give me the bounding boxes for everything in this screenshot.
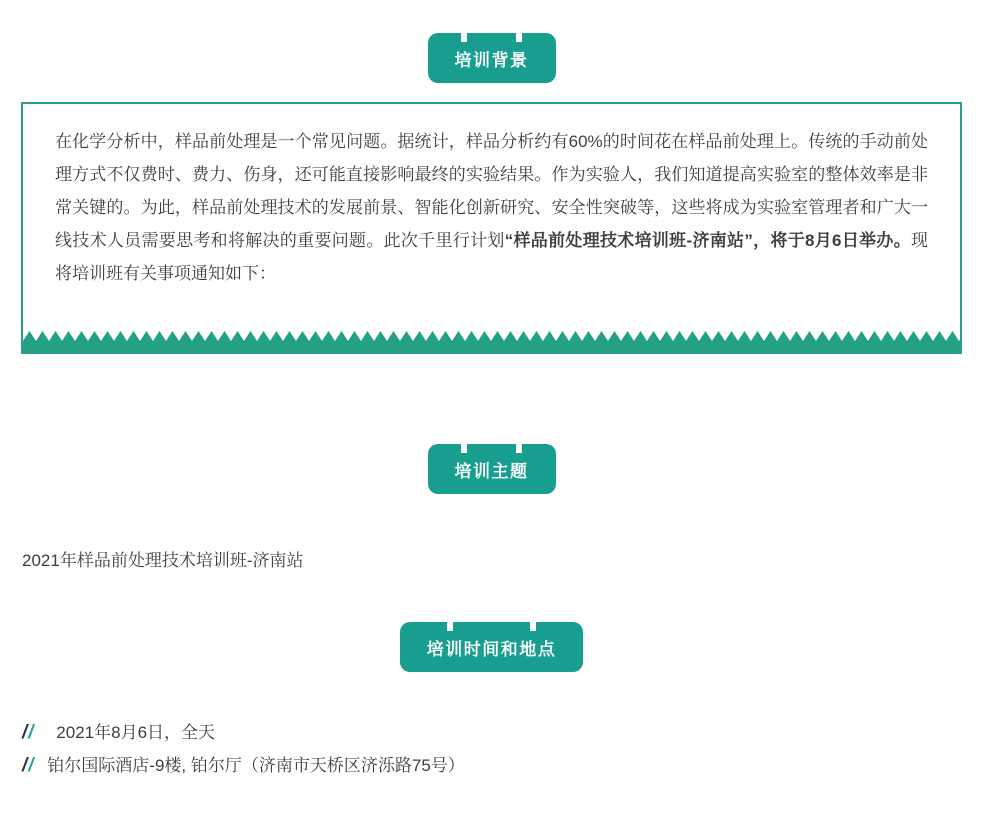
paragraph-text-regular-1: 在化学分析中，样品前处理是一个常见问题。据统计，样品分析约有60%的时间花在样品前处理上。传统的手动前处理方式不仅费时、费力、伤身，还可能直接影响最终的实验结果。作为实验人，我们知道提高实验室的整体效率是非常关键的。为此，样品前处理技术的发展前景、智能化创新研究、安全性突破等，这些将成为实验室管理者和广大一线技术人员需要思考和将解决的重要问题。此次千里行计划 bbox=[55, 132, 928, 250]
slash-teal: / bbox=[28, 755, 35, 776]
badge-notch-left bbox=[461, 444, 467, 453]
badge-notch-right bbox=[516, 444, 522, 453]
slash-dark: / bbox=[22, 755, 29, 776]
training-theme-title: 2021年样品前处理技术培训班-济南站 bbox=[22, 551, 304, 570]
schedule-date-text: 2021年8月6日，全天 bbox=[56, 723, 216, 742]
badge-label: 培训时间和地点 bbox=[426, 640, 557, 659]
schedule-location-line bbox=[22, 749, 983, 782]
badge-training-time-location bbox=[400, 622, 584, 672]
schedule-location-text: 铂尔国际酒店-9楼, 铂尔厅（济南市天桥区济泺路75号） bbox=[47, 756, 465, 775]
section-header-training-background bbox=[0, 33, 983, 83]
training-background-box bbox=[21, 102, 962, 354]
badge-notch-left bbox=[461, 33, 467, 42]
badge-notch-left bbox=[447, 622, 453, 631]
schedule-date-line bbox=[22, 716, 983, 749]
badge-label: 培训背景 bbox=[454, 51, 529, 70]
section-header-training-time-location bbox=[0, 622, 983, 672]
paragraph-text-regular-2: 现将培训班有关事项通知如下： bbox=[55, 231, 928, 283]
badge-training-background bbox=[428, 33, 556, 83]
zigzag-divider bbox=[23, 331, 960, 352]
slash-teal: / bbox=[28, 722, 35, 743]
double-slash-marker bbox=[22, 755, 35, 776]
badge-label: 培训主题 bbox=[454, 462, 529, 481]
double-slash-marker bbox=[22, 722, 35, 743]
badge-training-theme bbox=[428, 444, 556, 494]
badge-notch-right bbox=[530, 622, 536, 631]
section-header-training-theme bbox=[0, 444, 983, 494]
schedule-info-list bbox=[22, 716, 983, 782]
slash-dark: / bbox=[22, 722, 29, 743]
badge-notch-right bbox=[516, 33, 522, 42]
training-background-paragraph bbox=[55, 125, 928, 290]
paragraph-text-bold: “样品前处理技术培训班-济南站”，将于8月6日举办。 bbox=[504, 231, 911, 250]
